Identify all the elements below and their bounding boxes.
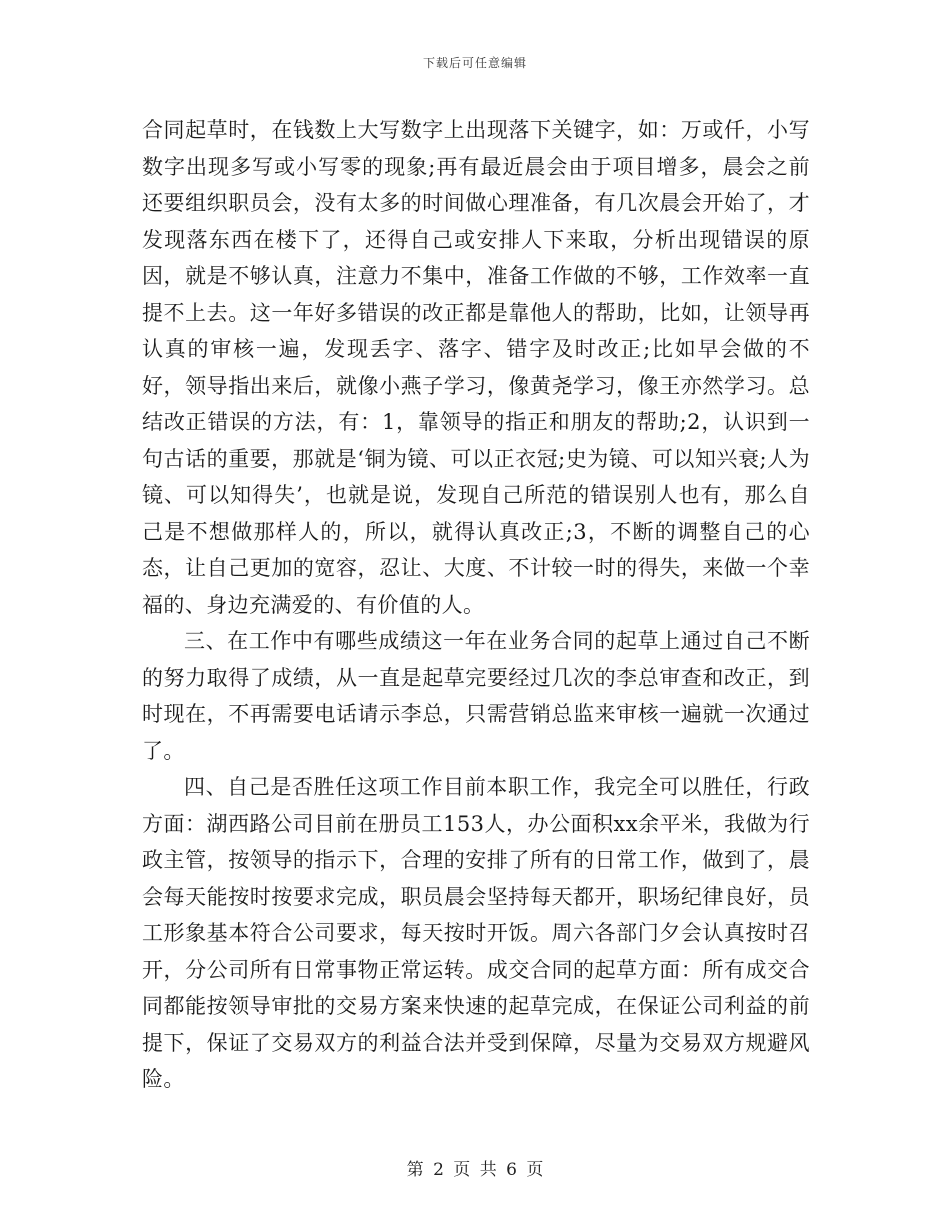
paragraph-continued: 合同起草时，在钱数上大写数字上出现落下关键字，如：万或仟，小写数字出现多写或小写零的现象;再有最近晨会由于项目增多，晨会之前还要组织职员会，没有太多的时间做心理准备，有几次晨会开始了，才发现落东西在楼下了，还得自己或安排人下来取，分析出现错误的原因，就是不够认真，注意力不集中，准备工作做的不够，工作效率一直提不上去。这一年好多错误的改正都是靠他人的帮助，比如，让领导再认真的审核一遍，发现丢字、落字、错字及时改正;比如早会做的不好，领导指出来后，就像小燕子学习，像黄尧学习，像王亦然学习。总结改正错误的方法，有：1，靠领导的指正和朋友的帮助;2，认识到一句古话的重要，那就是‘铜为镜、可以正衣冠;史为镜、可以知兴衰;人为镜、可以知得失’，也就是说，发现自己所范的错误别人也有，那么自己是不想做那样人的，所以，就得认真改正;3，不断的调整自己的心态，让自己更加的宽容，忍让、大度、不计较一时的得失，来做一个幸福的、身边充满爱的、有价值的人。 — [142, 118, 810, 617]
paragraph-achievements: 三、在工作中有哪些成绩这一年在业务合同的起草上通过自己不断的努力取得了成绩，从一直是起草完要经过几次的李总审查和改正，到时现在，不再需要电话请示李总，只需营销总监来审核一遍就一次通过了。 — [142, 629, 810, 763]
document-body — [142, 112, 810, 1098]
paragraph-competence: 四、自己是否胜任这项工作目前本职工作，我完全可以胜任，行政方面：湖西路公司目前在册员工153人，办公面积xx余平米，我做为行政主管，按领导的指示下，合理的安排了所有的日常工作，做到了，晨会每天能按时按要求完成，职员晨会坚持每天都开，职场纪律良好，员工形象基本符合公司要求，每天按时开饭。周六各部门夕会认真按时召开，分公司所有日常事物正常运转。成交合同的起草方面：所有成交合同都能按领导审批的交易方案来快速的起草完成，在保证公司利益的前提下，保证了交易双方的利益合法并受到保障，尽量为交易双方规避风险。 — [142, 775, 810, 1091]
page-number-footer: 第 2 页 共 6 页 — [406, 1160, 544, 1180]
page-header: 下载后可任意编辑 — [422, 56, 527, 70]
